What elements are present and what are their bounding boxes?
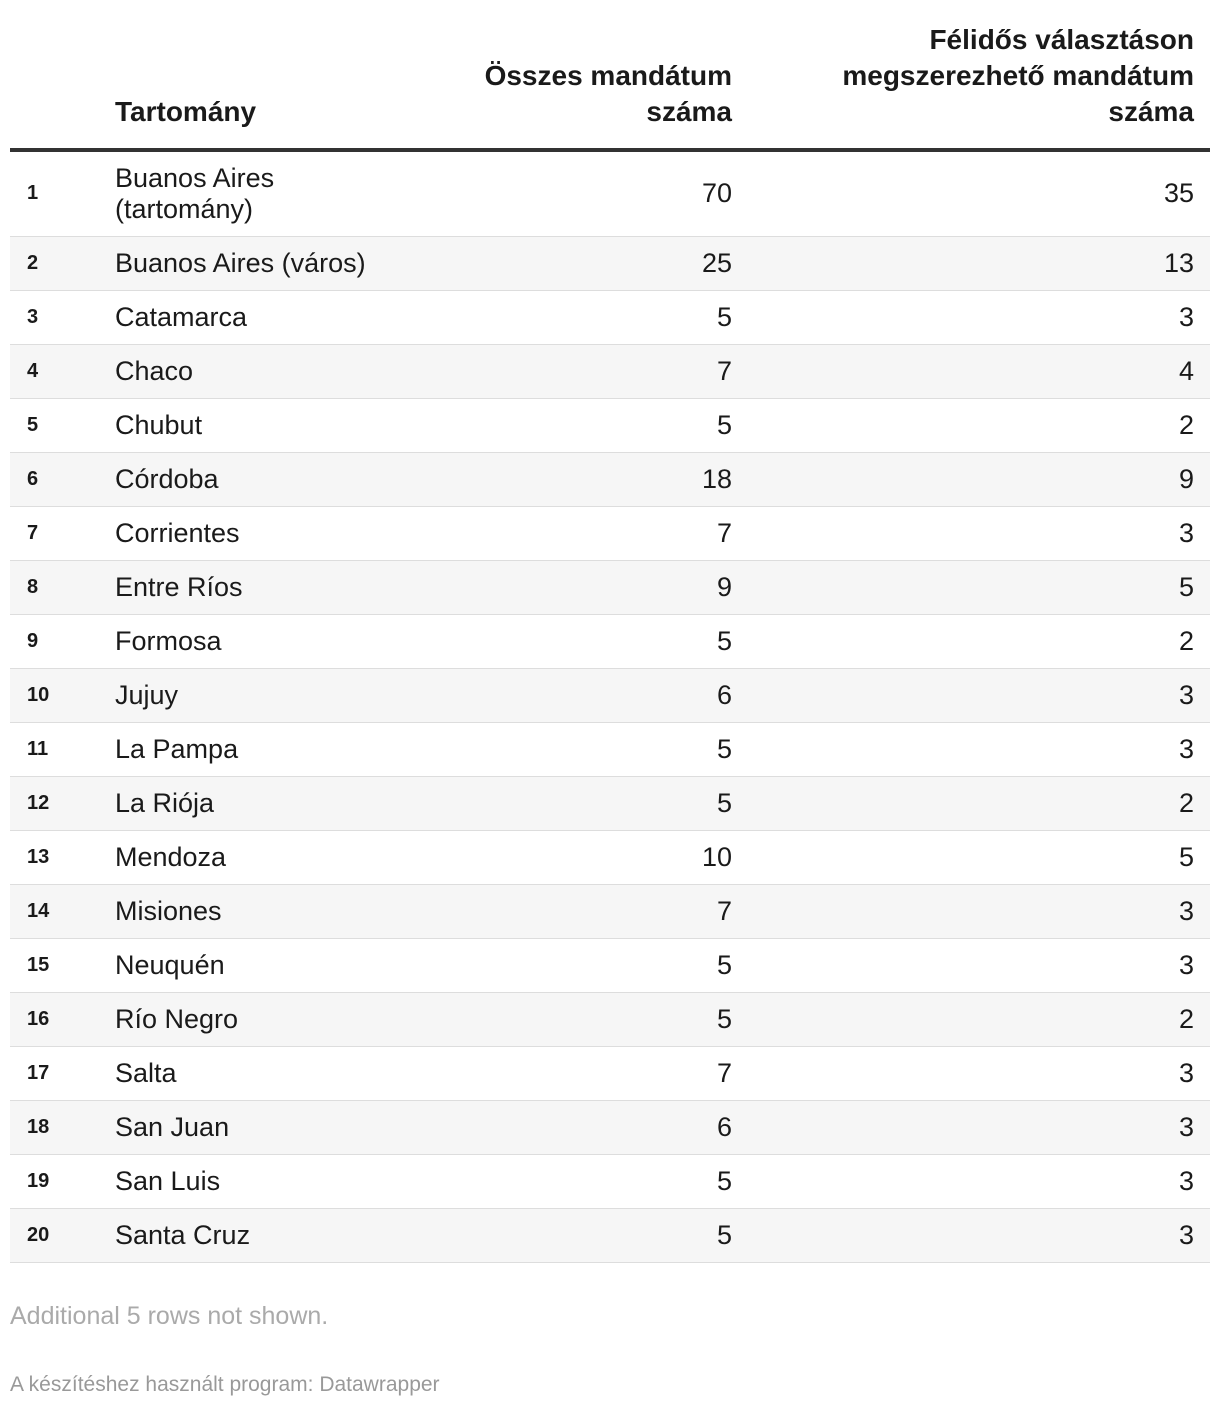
- table-row: [10, 452, 1210, 506]
- row-total-seats: 5: [408, 614, 748, 668]
- row-rank: 1: [10, 150, 115, 236]
- table-row: [10, 150, 1210, 236]
- row-midterm-seats: 3: [748, 722, 1210, 776]
- row-province-name: Mendoza: [115, 830, 408, 884]
- row-total-seats: 6: [408, 1100, 748, 1154]
- table-row: [10, 506, 1210, 560]
- table-notes: Additional 5 rows not shown.: [10, 1302, 329, 1330]
- row-rank: 5: [10, 398, 115, 452]
- row-province-name: Misiones: [115, 884, 408, 938]
- row-midterm-seats: 3: [748, 506, 1210, 560]
- row-rank: 2: [10, 236, 115, 290]
- table-row: [10, 776, 1210, 830]
- header-rank[interactable]: [10, 0, 115, 150]
- row-midterm-seats: 3: [748, 290, 1210, 344]
- table-row: [10, 344, 1210, 398]
- row-province-name: La Riója: [115, 776, 408, 830]
- row-midterm-seats: 3: [748, 884, 1210, 938]
- row-rank: 10: [10, 668, 115, 722]
- table-row: [10, 398, 1210, 452]
- row-midterm-seats: 5: [748, 560, 1210, 614]
- row-total-seats: 5: [408, 776, 748, 830]
- row-province-name: Corrientes: [115, 506, 408, 560]
- row-rank: 17: [10, 1046, 115, 1100]
- row-province-name: Río Negro: [115, 992, 408, 1046]
- table-row: [10, 884, 1210, 938]
- row-total-seats: 5: [408, 290, 748, 344]
- table-body: [10, 150, 1210, 1262]
- row-rank: 7: [10, 506, 115, 560]
- row-rank: 18: [10, 1100, 115, 1154]
- row-province-name: Chaco: [115, 344, 408, 398]
- row-total-seats: 5: [408, 1208, 748, 1262]
- table-header-row: [10, 0, 1210, 150]
- row-midterm-seats: 3: [748, 1154, 1210, 1208]
- table-credit: A készítéshez használt program: Datawrapper: [10, 1373, 440, 1396]
- row-rank: 11: [10, 722, 115, 776]
- row-total-seats: 25: [408, 236, 748, 290]
- row-rank: 3: [10, 290, 115, 344]
- row-rank: 14: [10, 884, 115, 938]
- table-row: [10, 614, 1210, 668]
- row-province-name: Santa Cruz: [115, 1208, 408, 1262]
- table-row: [10, 1208, 1210, 1262]
- row-midterm-seats: 3: [748, 668, 1210, 722]
- row-total-seats: 5: [408, 398, 748, 452]
- row-rank: 20: [10, 1208, 115, 1262]
- table-row: [10, 560, 1210, 614]
- table-row: [10, 1100, 1210, 1154]
- table-row: [10, 722, 1210, 776]
- row-midterm-seats: 2: [748, 398, 1210, 452]
- row-total-seats: 5: [408, 722, 748, 776]
- row-province-name: Córdoba: [115, 452, 408, 506]
- row-total-seats: 6: [408, 668, 748, 722]
- row-province-name: Chubut: [115, 398, 408, 452]
- table-row: [10, 1154, 1210, 1208]
- header-total-seats[interactable]: [408, 0, 748, 150]
- row-province-name: Salta: [115, 1046, 408, 1100]
- row-midterm-seats: 35: [748, 150, 1210, 236]
- header-midterm-seats-text: Félidős választáson megszerezhető mandátum száma: [842, 24, 1194, 127]
- row-midterm-seats: 2: [748, 776, 1210, 830]
- row-province-name: Catamarca: [115, 290, 408, 344]
- row-rank: 19: [10, 1154, 115, 1208]
- row-midterm-seats: 3: [748, 1046, 1210, 1100]
- row-rank: 15: [10, 938, 115, 992]
- row-midterm-seats: 2: [748, 992, 1210, 1046]
- row-midterm-seats: 3: [748, 1100, 1210, 1154]
- row-province-name: Buanos Aires (tartomány): [115, 150, 408, 236]
- row-rank: 12: [10, 776, 115, 830]
- table-row: [10, 668, 1210, 722]
- row-midterm-seats: 5: [748, 830, 1210, 884]
- row-rank: 9: [10, 614, 115, 668]
- row-total-seats: 7: [408, 506, 748, 560]
- header-total-seats-text: Összes mandátum száma: [484, 60, 732, 127]
- table-row: [10, 290, 1210, 344]
- table-row: [10, 236, 1210, 290]
- row-rank: 6: [10, 452, 115, 506]
- row-rank: 13: [10, 830, 115, 884]
- data-table-container: [10, 0, 1210, 1263]
- row-total-seats: 70: [408, 150, 748, 236]
- row-total-seats: 5: [408, 938, 748, 992]
- table-row: [10, 830, 1210, 884]
- row-province-name: Jujuy: [115, 668, 408, 722]
- data-table: [10, 0, 1210, 1263]
- row-midterm-seats: 3: [748, 1208, 1210, 1262]
- row-midterm-seats: 4: [748, 344, 1210, 398]
- row-total-seats: 5: [408, 1154, 748, 1208]
- row-province-name: San Luis: [115, 1154, 408, 1208]
- row-total-seats: 18: [408, 452, 748, 506]
- table-row: [10, 992, 1210, 1046]
- header-province[interactable]: Tartomány: [115, 0, 408, 150]
- row-midterm-seats: 13: [748, 236, 1210, 290]
- header-midterm-seats[interactable]: [748, 0, 1210, 150]
- row-total-seats: 7: [408, 884, 748, 938]
- row-total-seats: 10: [408, 830, 748, 884]
- row-province-name: Neuquén: [115, 938, 408, 992]
- row-total-seats: 7: [408, 1046, 748, 1100]
- row-province-name: San Juan: [115, 1100, 408, 1154]
- row-total-seats: 5: [408, 992, 748, 1046]
- row-province-name: La Pampa: [115, 722, 408, 776]
- row-rank: 8: [10, 560, 115, 614]
- row-midterm-seats: 2: [748, 614, 1210, 668]
- table-row: [10, 1046, 1210, 1100]
- row-midterm-seats: 9: [748, 452, 1210, 506]
- row-midterm-seats: 3: [748, 938, 1210, 992]
- row-province-name: Formosa: [115, 614, 408, 668]
- row-rank: 16: [10, 992, 115, 1046]
- row-total-seats: 7: [408, 344, 748, 398]
- table-row: [10, 938, 1210, 992]
- row-province-name: Buanos Aires (város): [115, 236, 408, 290]
- row-rank: 4: [10, 344, 115, 398]
- row-province-name: Entre Ríos: [115, 560, 408, 614]
- row-total-seats: 9: [408, 560, 748, 614]
